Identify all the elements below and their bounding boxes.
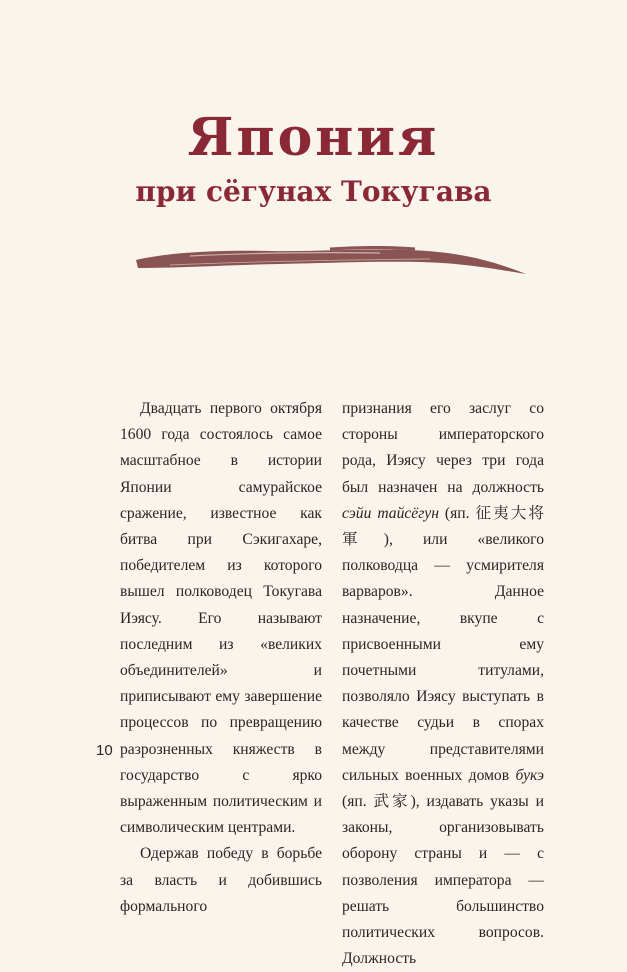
page-subtitle: при сёгунах Токугава [135, 175, 492, 208]
text-run: признания его заслуг со стороны императорского рода, Иэясу через три года был назначен на должность [342, 400, 544, 496]
body-column-right [342, 396, 544, 972]
page-title: Япония [187, 107, 440, 168]
page-number: 10 [96, 742, 113, 759]
term-italic: сэйи тайсёгун [342, 504, 439, 522]
paragraph: Двадцать первого октября 1600 года состоялось самое масштабное в истории Японии самурайское сражение, известное как битва при Сэкигахаре, победителем из которого вышел полководец Токугава Иэясу. Его называют последним из «великих объединителей» и приписывают ему завершение процессов по превращению разрозненных княжеств в государство с ярко выраженным политическим и символическим центрами. [120, 400, 322, 837]
paragraph [342, 396, 544, 972]
paragraph: Одержав победу в борьбе за власть и добившись формального [120, 845, 322, 915]
term-italic: букэ [515, 766, 544, 784]
text-run: (яп. 征夷大将軍), или «великого полководца — усмирителя варваров». Данное назначение, вкупе с присвоенными ему почетными титулами, позволяло Иэясу выступать в качестве судьи в спорах между представителями сильных военных домов [342, 504, 544, 784]
body-column-left [120, 396, 322, 920]
text-run: (яп. 武家), издавать указы и законы, организовывать оборону страны и — с позволения императора — решать большинство политических вопросов. Должность [342, 793, 544, 968]
brush-stroke-divider [130, 238, 530, 278]
